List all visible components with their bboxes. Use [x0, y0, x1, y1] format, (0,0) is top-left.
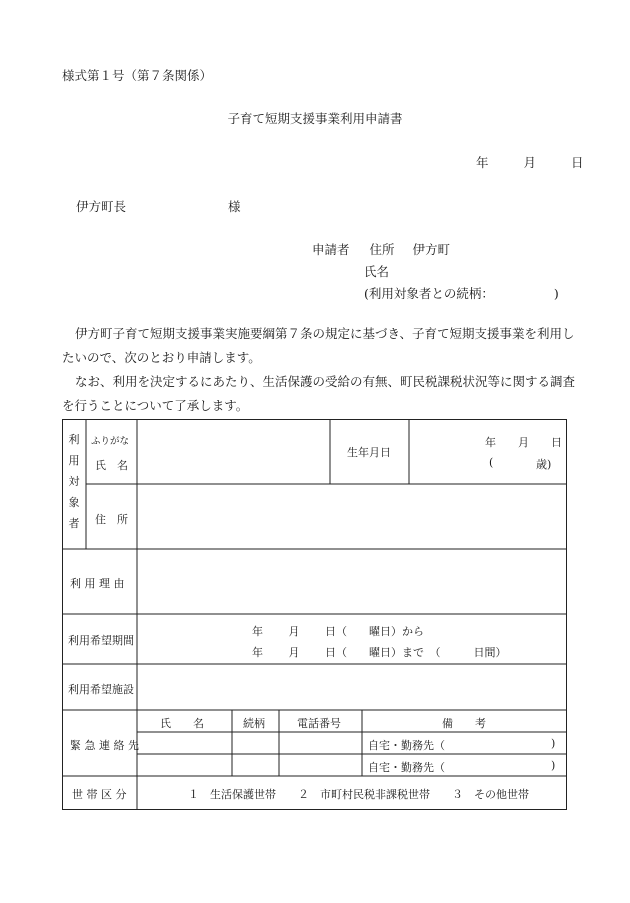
- age-open: (: [489, 456, 494, 469]
- applicant-address-value: 伊方町: [412, 242, 450, 257]
- applicant-relation-close: ): [553, 286, 559, 301]
- emergency-relation-header: 続柄: [243, 717, 265, 730]
- furigana-label: ふりがな: [91, 436, 130, 447]
- birth-day-label: 日: [551, 436, 562, 449]
- period-from: 年 月 日（ 曜日）から: [252, 625, 424, 638]
- birthdate-label: 生年月日: [347, 446, 391, 459]
- target-char-5: 者: [68, 517, 80, 530]
- consent-paragraph: なお、利用を決定するにあたり、生活保護の受給の有無、町民税課税状況等に関する調査を行うことについて了承します。: [62, 374, 576, 413]
- applicant-relation: [312, 283, 559, 305]
- addressee-honorific: 様: [228, 199, 241, 214]
- addressee-name: 伊方町長: [76, 199, 127, 214]
- date-month-label: 月: [523, 155, 536, 170]
- emergency-name-header: 氏 名: [160, 717, 204, 730]
- date-year-label: 年: [476, 155, 489, 170]
- age-unit: 歳): [536, 458, 552, 471]
- applicant-name-label: 氏名: [364, 264, 390, 279]
- target-char-2: 用: [68, 454, 80, 467]
- contact-close-2: ): [551, 759, 556, 772]
- form-number: 様式第１号（第７条関係）: [62, 68, 213, 83]
- emergency-contact-label: 緊 急 連 絡 先: [70, 739, 139, 752]
- target-person-label: [67, 429, 81, 534]
- birth-year-label: 年: [485, 436, 496, 449]
- target-char-1: 利: [68, 433, 80, 446]
- target-address-label: 住 所: [95, 513, 128, 526]
- target-name-label: 氏 名: [95, 459, 128, 472]
- period-label: 利用希望期間: [68, 634, 134, 647]
- applicant-address-label: 住所: [369, 242, 395, 257]
- application-date: [476, 153, 583, 171]
- household-options: １ 生活保護世帯 ２ 市町村民税非課税世帯 ３ その他世帯: [188, 788, 529, 801]
- addressee: [76, 197, 241, 215]
- facility-label: 利用希望施設: [68, 683, 134, 696]
- target-char-3: 対: [68, 475, 80, 488]
- document-title: 子育て短期支援事業利用申請書: [227, 111, 403, 126]
- period-until: 年 月 日（ 曜日）まで （ 日間）: [252, 646, 507, 659]
- applicant-relation-label: (利用対象者との続柄：: [364, 286, 494, 301]
- reason-label: 利 用 理 由: [70, 577, 125, 590]
- contact-close-1: ): [551, 737, 556, 750]
- contact-hint-2: 自宅・勤務先（: [368, 761, 445, 774]
- contact-hint-1: 自宅・勤務先（: [368, 739, 445, 752]
- applicant-label: 申請者: [312, 242, 350, 257]
- request-paragraph: 伊方町子育て短期支援事業実施要綱第７条の規定に基づき、子育て短期支援事業を利用したいので、次のとおり申請します。: [62, 326, 575, 365]
- date-day-label: 日: [570, 155, 584, 170]
- target-char-4: 象: [68, 496, 80, 509]
- emergency-remarks-header: 備 考: [442, 717, 486, 730]
- application-table: [62, 419, 567, 810]
- birth-month-label: 月: [518, 436, 529, 449]
- household-category-label: 世 帯 区 分: [72, 788, 127, 801]
- applicant-block: [312, 239, 559, 305]
- emergency-phone-header: 電話番号: [297, 717, 341, 730]
